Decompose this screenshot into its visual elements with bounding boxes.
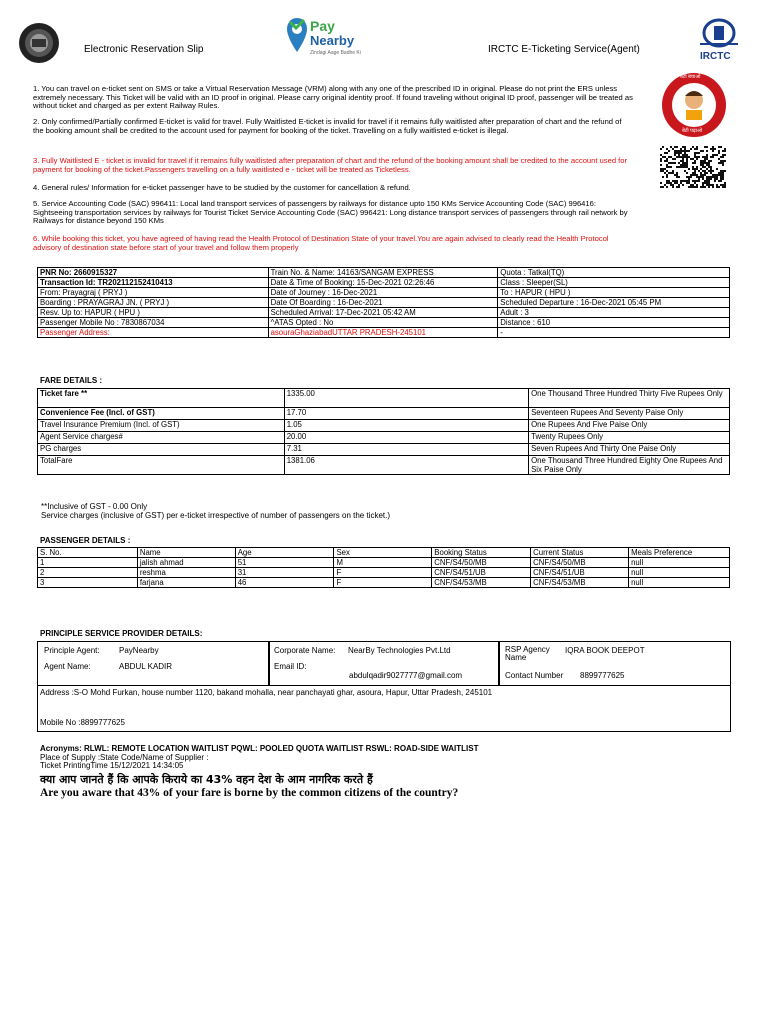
reservation-upto: Resv. Up to: HAPUR ( HPU ) xyxy=(38,308,269,318)
fare-words: One Thousand Three Hundred Eighty One Rupees And Six Paise Only xyxy=(529,456,730,475)
to-station: To : HAPUR ( HPU ) xyxy=(498,288,730,298)
column-header: Name xyxy=(137,548,235,558)
table-row xyxy=(38,456,730,475)
travel-class: Class : Sleeper(SL) xyxy=(498,278,730,288)
note-5: 5. Service Accounting Code (SAC) 996411: Local land transport services of passengers by railways for distance upto 150 KMs Service Accounting Code (SAC) 996416: Sightseeing transportation services by railways for Tourist Ticket Service Accounting Code (SAC) 996421: Long distance transport services of passengers through rail network by Railways for distance beyond 150 KMs xyxy=(33,199,628,226)
fare-label: TotalFare xyxy=(38,456,285,475)
table-cell: 3 xyxy=(38,578,138,588)
table-cell: null xyxy=(629,558,730,568)
rsp-agency-label: RSP Agency Name xyxy=(505,645,550,662)
fare-amount: 7.31 xyxy=(284,444,528,456)
fare-awareness-message: Are you aware that 43% of your fare is borne by the common citizens of the country? xyxy=(40,787,459,799)
fare-label: Agent Service charges# xyxy=(38,432,285,444)
boarding-station: Boarding : PRAYAGRAJ JN. ( PRYJ ) xyxy=(38,298,269,308)
table-cell: 51 xyxy=(235,558,334,568)
atas-opted: ^ATAS Opted : No xyxy=(268,318,498,328)
fare-details-heading: FARE DETAILS : xyxy=(40,376,103,385)
fare-details-table xyxy=(37,388,730,475)
fare-words: One Thousand Three Hundred Thirty Five Rupees Only xyxy=(529,389,730,408)
emblem-bottom-text: बेटी पढ़ाओ xyxy=(682,128,703,134)
note-2: 2. Only confirmed/Partially confirmed E-ticket is valid for travel. Fully Waitlisted E-ticket is invalid for travel if it remains fully waitlisted after preparation of chart and the refund of the booking amount shall be credited to the account used for payment for booking of the ticket. Travelling on a fully waitlisted e-ticket is illegal. xyxy=(33,117,622,135)
fare-label: Ticket fare ** xyxy=(38,389,285,408)
fare-words: One Rupees And Five Paise Only xyxy=(529,420,730,432)
table-row xyxy=(38,318,730,328)
note-6: 6. While booking this ticket, you have agreed of having read the Health Protocol of Destination State of your travel.You are again advised to clearly read the Health Protocol advisory of destination state before start of your travel and follow them properly xyxy=(33,234,609,252)
column-header: Booking Status xyxy=(432,548,531,558)
table-cell: CNF/S4/53/MB xyxy=(432,578,531,588)
fare-label: PG charges xyxy=(38,444,285,456)
scheduled-departure: Scheduled Departure : 16-Dec-2021 05:45 PM xyxy=(498,298,730,308)
indian-railways-logo xyxy=(18,22,60,64)
irctc-label: IRCTC xyxy=(700,51,731,62)
table-cell: 31 xyxy=(235,568,334,578)
passenger-details-heading: PASSENGER DETAILS : xyxy=(40,536,131,545)
table-row xyxy=(38,288,730,298)
emblem-top-text: बेटी बचाओ xyxy=(680,74,701,80)
table-cell: CNF/S4/51/UB xyxy=(432,568,531,578)
transaction-id: Transaction Id: TR202112152410413 xyxy=(38,278,269,288)
booking-datetime: Date & Time of Booking: 15-Dec-2021 02:26:46 xyxy=(268,278,498,288)
fare-amount: 1335.00 xyxy=(284,389,528,408)
corporate-name-label: Corporate Name: xyxy=(274,646,336,655)
table-cell: farjana xyxy=(137,578,235,588)
fare-amount: 20.00 xyxy=(284,432,528,444)
table-cell: reshma xyxy=(137,568,235,578)
table-cell: CNF/S4/53/MB xyxy=(531,578,629,588)
fare-label: Convenience Fee (Incl. of GST) xyxy=(38,408,285,420)
table-cell: CNF/S4/51/UB xyxy=(531,568,629,578)
table-header-row xyxy=(38,548,730,558)
table-row xyxy=(38,328,730,338)
table-row xyxy=(38,308,730,318)
table-row xyxy=(38,298,730,308)
fare-amount: 1.05 xyxy=(284,420,528,432)
contact-number-value: 8899777625 xyxy=(580,671,625,680)
service-title: IRCTC E-Ticketing Service(Agent) xyxy=(488,44,640,55)
table-cell: 2 xyxy=(38,568,138,578)
table-cell: 1 xyxy=(38,558,138,568)
table-row xyxy=(38,432,730,444)
column-header: Current Status xyxy=(531,548,629,558)
note-4: 4. General rules/ Information for e-ticket passenger have to be studied by the customer for cancellation & refund. xyxy=(33,183,411,192)
beti-bachao-emblem xyxy=(661,72,727,138)
table-cell: CNF/S4/50/MB xyxy=(432,558,531,568)
table-row xyxy=(38,278,730,288)
passenger-address-label: Passenger Address: xyxy=(38,328,269,338)
column-header: Meals Preference xyxy=(629,548,730,558)
column-header: Age xyxy=(235,548,334,558)
passenger-address: asouraGhaziabadUTTAR PRADESH-245101 xyxy=(268,328,498,338)
table-row xyxy=(38,444,730,456)
principal-agent-value: PayNearby xyxy=(119,646,159,655)
email-value: abdulqadir9027777@gmail.com xyxy=(349,671,463,680)
fare-words: Seventeen Rupees And Seventy Paise Only xyxy=(529,408,730,420)
agent-address: Address :S-O Mohd Furkan, house number 1120, bakand mohalla, near panchayati ghar, asoura, Hapur, Uttar Pradesh, 245101 xyxy=(40,688,493,697)
table-row xyxy=(38,558,730,568)
fare-label: Travel Insurance Premium (Incl. of GST) xyxy=(38,420,285,432)
agent-mobile: Mobile No :8899777625 xyxy=(40,718,125,727)
note-3: 3. Fully Waitlisted E - ticket is invalid for travel if it remains fully waitlisted after preparation of chart and the refund of the booking amount shall be credited to the account used for payment for booking of the ticket.Passengers travelling on a fully waitlisted e - ticket will be treated as Ticketless. xyxy=(33,156,628,174)
brand-name-nearby: Nearby xyxy=(310,33,355,48)
table-row xyxy=(38,578,730,588)
place-of-supply: Place of Supply :State Code/Name of Supplier : xyxy=(40,753,209,762)
fare-amount: 17.70 xyxy=(284,408,528,420)
slip-title: Electronic Reservation Slip xyxy=(84,44,204,55)
table-row xyxy=(38,408,730,420)
gst-note: **Inclusive of GST - 0.00 Only xyxy=(41,502,148,511)
table-cell: M xyxy=(334,558,432,568)
printing-time: Ticket PrintingTime 15/12/2021 14:34:05 xyxy=(40,761,184,770)
adult-count: Adult : 3 xyxy=(498,308,730,318)
table-cell: null xyxy=(629,578,730,588)
journey-details-table xyxy=(37,267,730,338)
paynearby-logo xyxy=(286,16,366,60)
quota: Quota : Tatkal(TQ) xyxy=(498,268,730,278)
principal-agent-label: Principle Agent: xyxy=(44,646,100,655)
table-row xyxy=(38,420,730,432)
from-station: From: Prayagraj ( PRYJ ) xyxy=(38,288,269,298)
table-cell: null xyxy=(629,568,730,578)
hindi-fare-message: क्या आप जानते हैं कि आपके किराये का 43% वहन देश के आम नागरिक करते हैं xyxy=(40,773,373,786)
note-1: 1. You can travel on e-ticket sent on SMS or take a Virtual Reservation Message (VRM) along with any one of the prescribed ID in original. Please do not print the ERS unless extremely necessary. This Ticket will be valid with an ID proof in original. Please carry original identity proof. If found traveling without original ID proof, passenger will be treated as without ticket and charged as per extent Railway Rules. xyxy=(33,84,633,111)
column-header: S. No. xyxy=(38,548,138,558)
table-cell: jalish ahmad xyxy=(137,558,235,568)
provider-details-heading: PRINCIPLE SERVICE PROVIDER DETAILS: xyxy=(40,629,203,638)
rsp-agency-value: IQRA BOOK DEEPOT xyxy=(565,646,645,655)
email-label: Email ID: xyxy=(274,662,307,671)
distance: Distance : 610 xyxy=(498,318,730,328)
agent-name-label: Agent Name: xyxy=(44,662,91,671)
agent-name-value: ABDUL KADIR xyxy=(119,662,173,671)
table-row xyxy=(38,568,730,578)
fare-words: Twenty Rupees Only xyxy=(529,432,730,444)
table-row xyxy=(38,389,730,408)
fare-words: Seven Rupees And Thirty One Paise Only xyxy=(529,444,730,456)
ticket-qr-code xyxy=(660,146,726,188)
table-cell: CNF/S4/50/MB xyxy=(531,558,629,568)
brand-tagline: Zindagi Aage Badhe Ki xyxy=(310,50,361,56)
contact-number-label: Contact Number xyxy=(505,671,564,680)
passenger-mobile: Passenger Mobile No : 7830867034 xyxy=(38,318,269,328)
fare-amount: 1381.06 xyxy=(284,456,528,475)
corporate-name-value: NearBy Technologies Pvt.Ltd xyxy=(348,646,451,655)
irctc-logo xyxy=(694,18,744,62)
address-extra: - xyxy=(498,328,730,338)
service-charge-note: Service charges (inclusive of GST) per e-ticket irrespective of number of passengers on the ticket.) xyxy=(41,511,391,520)
pnr-number: PNR No: 2660915327 xyxy=(38,268,269,278)
column-header: Sex xyxy=(334,548,432,558)
brand-name-pay: Pay xyxy=(310,18,335,34)
acronyms: Acronyms: RLWL: REMOTE LOCATION WAITLIST PQWL: POOLED QUOTA WAITLIST RSWL: ROAD-SIDE WAITLIST xyxy=(40,744,479,753)
boarding-date: Date Of Boarding : 16-Dec-2021 xyxy=(268,298,498,308)
journey-date: Date of Journey : 16-Dec-2021 xyxy=(268,288,498,298)
table-cell: F xyxy=(334,578,432,588)
scheduled-arrival: Scheduled Arrival: 17-Dec-2021 05:42 AM xyxy=(268,308,498,318)
table-row xyxy=(38,268,730,278)
train-name: Train No. & Name: 14163/SANGAM EXPRESS xyxy=(268,268,498,278)
passenger-table xyxy=(37,547,730,588)
table-cell: 46 xyxy=(235,578,334,588)
table-cell: F xyxy=(334,568,432,578)
